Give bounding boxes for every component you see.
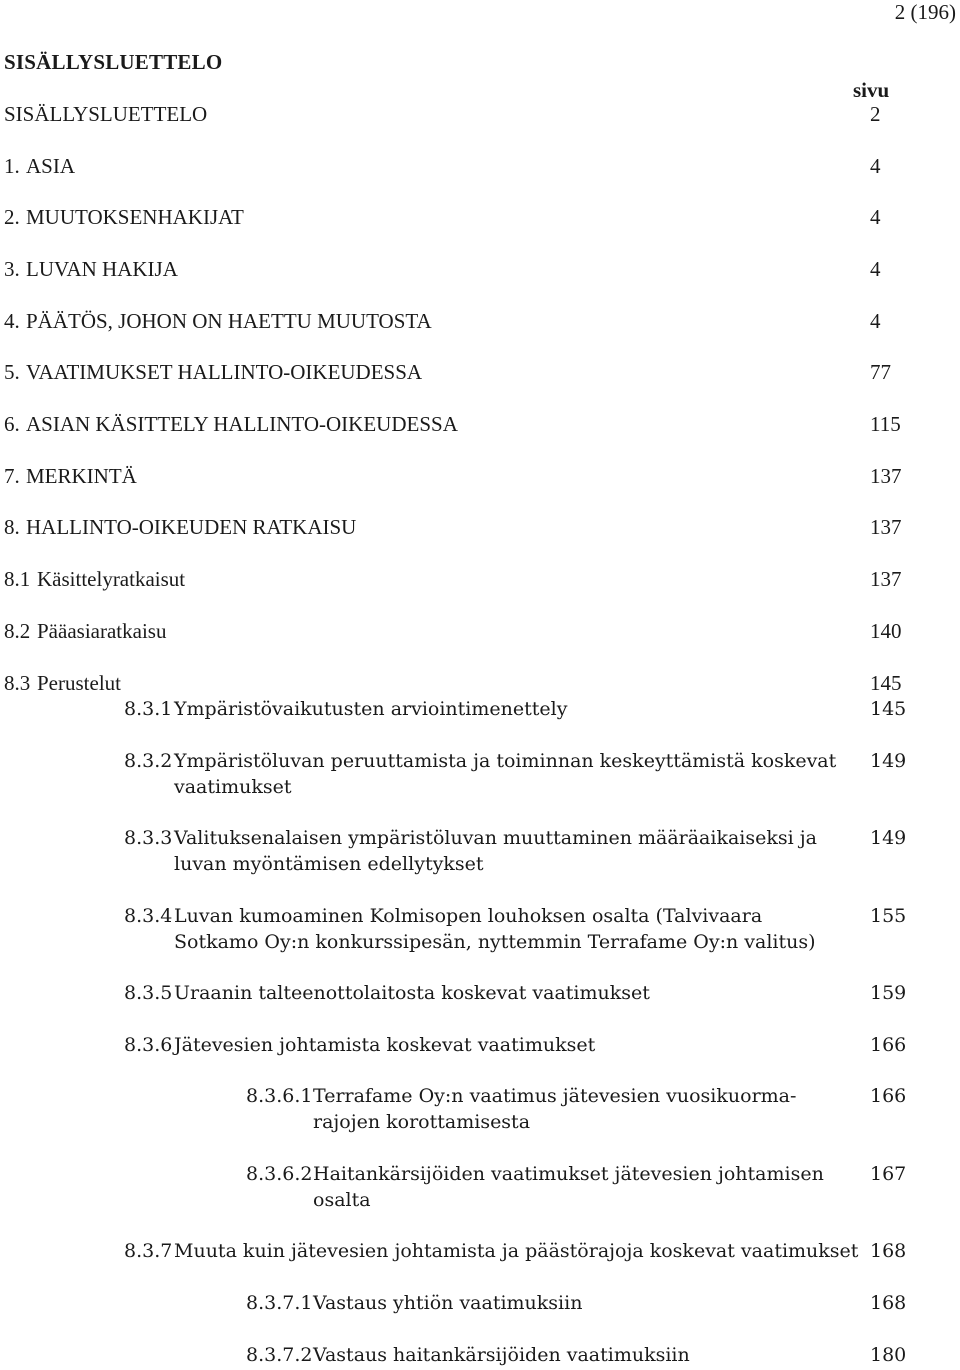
toc-entry-number: 6. (4, 412, 20, 436)
toc-entry-page: 149 (870, 827, 907, 849)
page-number: 2 (196) (894, 0, 956, 24)
toc-entry-text: MUUTOKSENHAKIJAT (26, 205, 244, 229)
toc-entry-text: Vastaus haitankärsijöiden vaatimuksiin (313, 1344, 690, 1366)
toc-title: SISÄLLYSLUETTELO (4, 50, 223, 74)
toc-entry-page: 159 (870, 982, 907, 1004)
toc-entry-text: SISÄLLYSLUETTELO (4, 102, 208, 126)
toc-entry-page: 166 (870, 1034, 907, 1056)
toc-entry-page: 137 (870, 567, 902, 591)
toc-entry-text: Uraanin talteenottolaitosta koskevat vaatimukset (174, 982, 650, 1004)
toc-entry-text: Perustelut (37, 671, 121, 695)
toc-entry-page: 2 (870, 102, 881, 126)
toc-entry-text: Luvan kumoaminen Kolmisopen louhoksen osalta (Talvivaara (174, 905, 763, 927)
toc-entry-page: 4 (870, 309, 881, 333)
toc-entry-page: 4 (870, 154, 881, 178)
toc-entry-number: 1. (4, 154, 20, 178)
toc-entry-text: HALLINTO-OIKEUDEN RATKAISU (26, 515, 357, 539)
toc-entry-number: 8.3.1 (124, 698, 173, 720)
toc-entry-text: Pääasiaratkaisu (37, 619, 167, 643)
toc-entry-number: 8.3.6.2 (246, 1163, 313, 1185)
toc-entry-number: 8.3.3 (124, 827, 173, 849)
toc-entry-number: 2. (4, 205, 20, 229)
toc-entry-page: 168 (870, 1292, 907, 1314)
toc-entry-number: 5. (4, 360, 20, 384)
toc-entry-page: 155 (870, 905, 907, 927)
toc-entry-page: 4 (870, 257, 881, 281)
toc-entry-page: 145 (870, 671, 902, 695)
page-column-header: sivu (853, 78, 890, 102)
toc-entry-text: PÄÄTÖS, JOHON ON HAETTU MUUTOSTA (26, 309, 432, 333)
toc-entry-text: Ympäristövaikutusten arviointimenettely (174, 698, 568, 720)
toc-entry-page: 166 (870, 1085, 907, 1107)
toc-entry-number: 3. (4, 257, 20, 281)
toc-entry-number: 8.1 (4, 567, 31, 591)
toc-entry-number: 8.3.7.2 (246, 1344, 313, 1366)
toc-entry-text: VAATIMUKSET HALLINTO-OIKEUDESSA (26, 360, 423, 384)
toc-entry-page: 137 (870, 515, 902, 539)
toc-entry-text-continued: Sotkamo Oy:n konkurssipesän, nyttemmin Terrafame Oy:n valitus) (174, 931, 816, 953)
toc-entry-number: 8.3.6 (124, 1034, 173, 1056)
toc-entry-page: 149 (870, 750, 907, 772)
toc-entry-text-continued: vaatimukset (174, 776, 292, 798)
toc-entry-text: Vastaus yhtiön vaatimuksiin (313, 1292, 583, 1314)
toc-entry-number: 8.3.4 (124, 905, 173, 927)
toc-entry-text: Muuta kuin jätevesien johtamista ja päästörajoja koskevat vaatimukset (174, 1240, 859, 1262)
toc-entry-number: 8.3.7.1 (246, 1292, 313, 1314)
toc-entry-number: 7. (4, 464, 20, 488)
toc-entry-text: LUVAN HAKIJA (26, 257, 178, 281)
toc-entry-page: 140 (870, 619, 902, 643)
toc-entry-text: Haitankärsijöiden vaatimukset jätevesien johtamisen (313, 1163, 824, 1185)
toc-entry-page: 145 (870, 698, 907, 720)
toc-entry-number: 4. (4, 309, 20, 333)
toc-entry-page: 137 (870, 464, 902, 488)
toc-entry-number: 8.3.5 (124, 982, 173, 1004)
toc-entry-text: ASIA (26, 154, 76, 178)
toc-entry-text: Käsittelyratkaisut (37, 567, 186, 591)
toc-entry-page: 4 (870, 205, 881, 229)
toc-entry-text: Ympäristöluvan peruuttamista ja toiminnan keskeyttämistä koskevat (174, 750, 837, 772)
toc-entry-number: 8.2 (4, 619, 31, 643)
toc-entry-number: 8.3.6.1 (246, 1085, 313, 1107)
toc-entry-number: 8.3 (4, 671, 31, 695)
toc-entry-number: 8. (4, 515, 20, 539)
toc-entry-text-continued: luvan myöntämisen edellytykset (174, 853, 484, 875)
toc-entry-page: 115 (870, 412, 901, 436)
toc-entry-page: 77 (870, 360, 891, 384)
toc-entry-text: Jätevesien johtamista koskevat vaatimukset (174, 1034, 596, 1056)
toc-entry-page: 168 (870, 1240, 907, 1262)
toc-entry-text: Valituksenalaisen ympäristöluvan muuttaminen määräaikaiseksi ja (174, 827, 817, 849)
toc-entry-text: Terrafame Oy:n vaatimus jätevesien vuosikuorma- (313, 1085, 797, 1107)
toc-entry-number: 8.3.7 (124, 1240, 173, 1262)
toc-entry-page: 167 (870, 1163, 907, 1185)
toc-entry-text: ASIAN KÄSITTELY HALLINTO-OIKEUDESSA (26, 412, 458, 436)
toc-entry-text: MERKINTÄ (26, 464, 137, 488)
toc-entry-page: 180 (870, 1344, 907, 1366)
toc-entry-text-continued: osalta (313, 1189, 371, 1211)
toc-entry-text-continued: rajojen korottamisesta (313, 1111, 531, 1133)
toc-entry-number: 8.3.2 (124, 750, 173, 772)
